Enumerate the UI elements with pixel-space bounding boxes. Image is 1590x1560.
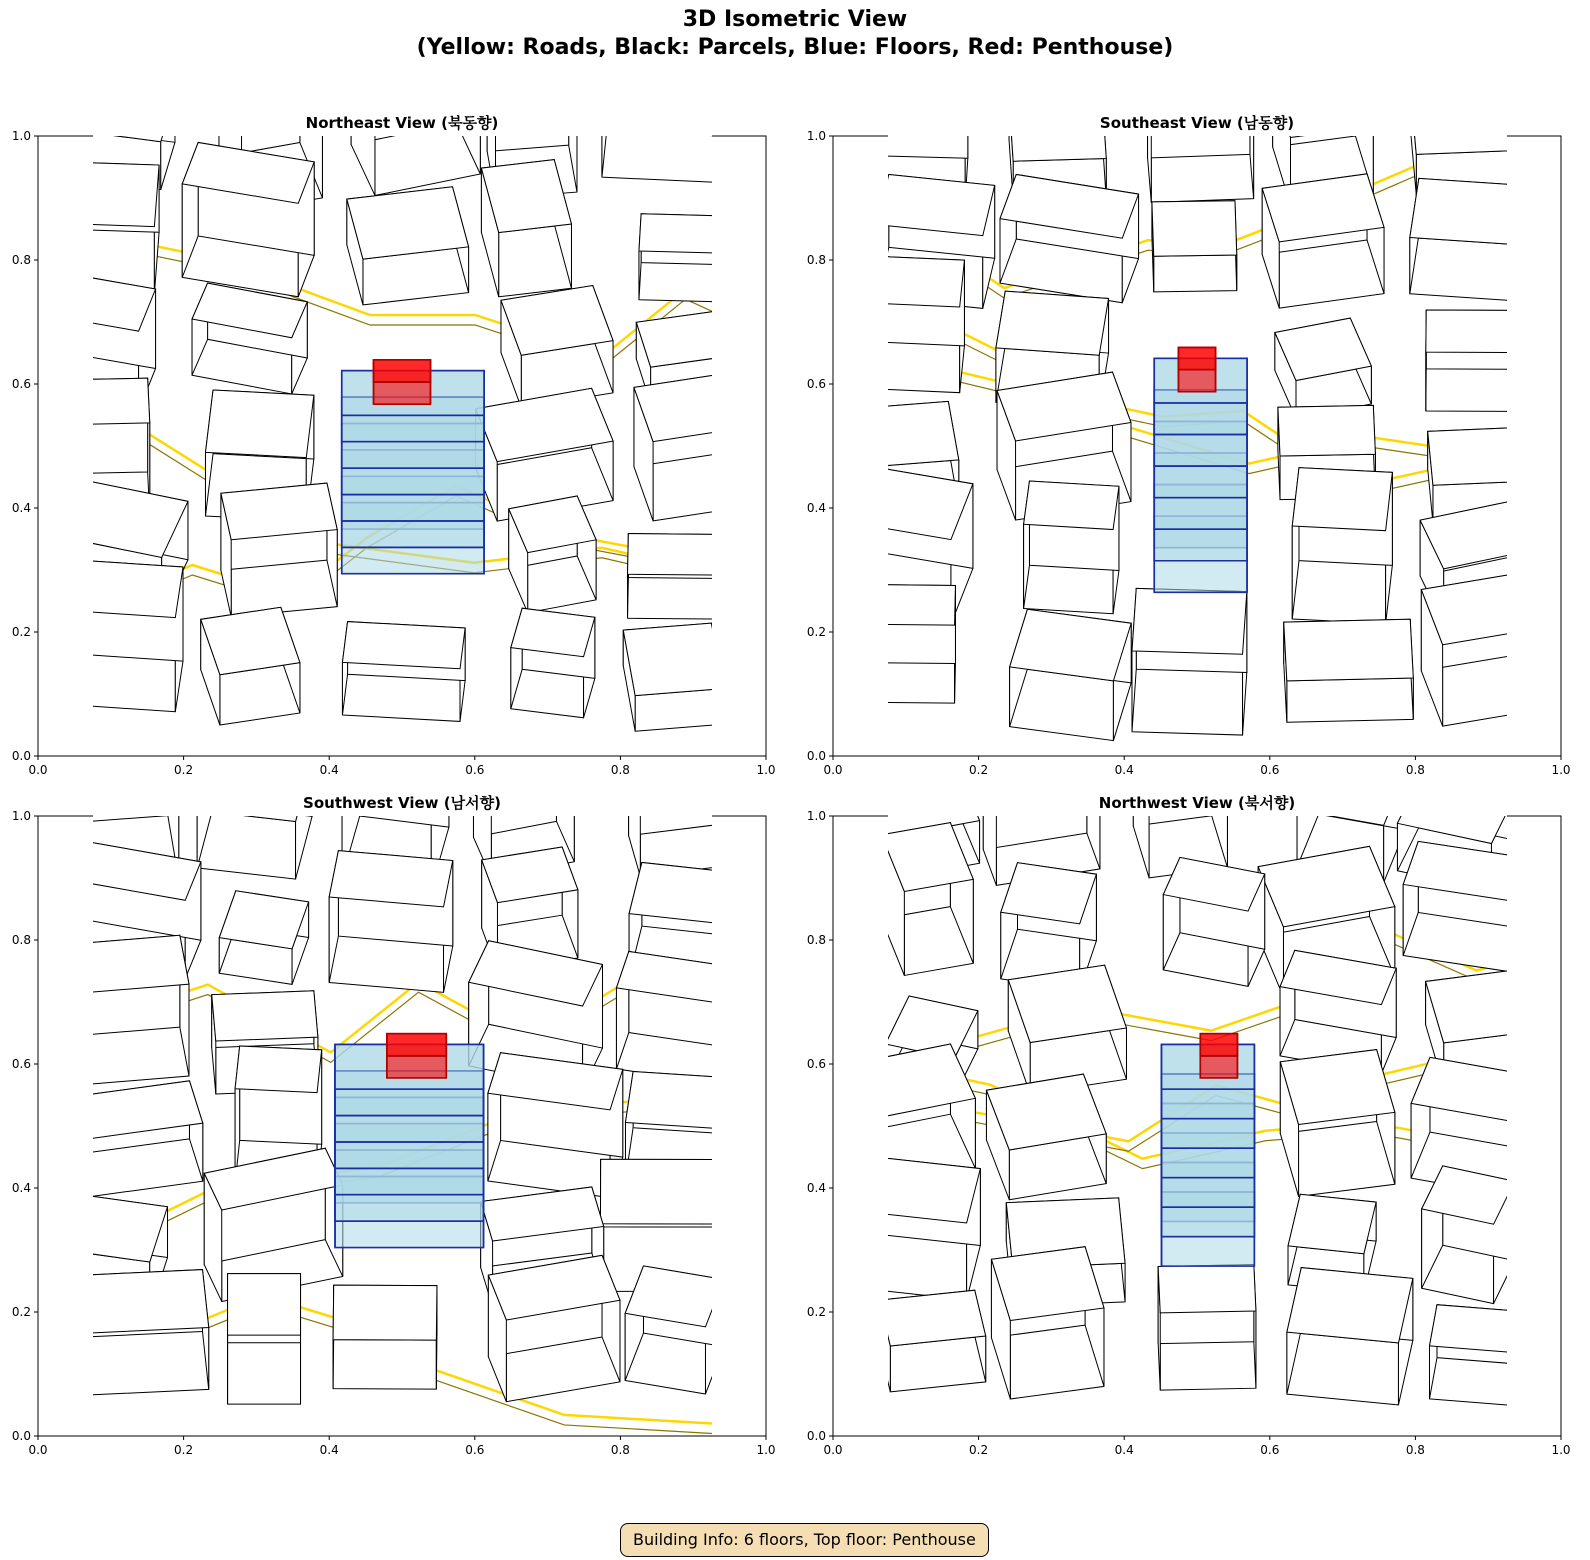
- penthouse-box: [1178, 347, 1215, 391]
- parcel-building: [625, 1266, 724, 1394]
- x-tick-label: 0.8: [1405, 763, 1425, 777]
- parcel-building: [1010, 609, 1132, 740]
- parcel-building: [848, 1156, 981, 1300]
- y-tick-label: 0.4: [806, 501, 826, 515]
- parcel-building: [1287, 1268, 1413, 1405]
- chart-svg: [795, 100, 1590, 880]
- parcel-building: [1410, 178, 1526, 300]
- x-tick-label: 1.0: [756, 763, 776, 777]
- y-tick-label: 0.2: [806, 625, 826, 639]
- parcel-building: [881, 823, 973, 976]
- x-tick-label: 1.0: [1551, 763, 1571, 777]
- parcel-building: [986, 1074, 1106, 1200]
- figure-title: 3D Isometric View: [682, 7, 908, 32]
- parcel-building: [1163, 857, 1264, 986]
- parcel-building: [629, 780, 748, 877]
- x-tick-label: 0.8: [1405, 1443, 1425, 1457]
- chart-svg: [0, 780, 795, 1560]
- parcel-building: [879, 1290, 985, 1392]
- parcel-building: [182, 142, 314, 296]
- panel-southeast: [795, 100, 1590, 880]
- scene: [51, 100, 795, 731]
- x-tick-label: 0.6: [465, 1443, 485, 1457]
- chart-svg: [0, 100, 795, 880]
- parcel-building: [1132, 588, 1247, 735]
- parcel-building: [219, 891, 308, 985]
- parcel-building: [1292, 468, 1392, 624]
- parcel-building: [329, 851, 453, 993]
- parcel-building: [197, 780, 312, 879]
- parcel-building: [221, 483, 337, 617]
- parcel-building: [192, 283, 307, 394]
- parcel-building: [1275, 318, 1371, 418]
- y-tick-label: 1.0: [11, 809, 31, 823]
- building-info-box: Building Info: 6 floors, Top floor: Penthouse: [620, 1523, 989, 1557]
- parcel-building: [347, 187, 469, 305]
- parcel-building: [201, 607, 300, 725]
- x-tick-label: 0.2: [969, 763, 989, 777]
- parcel-building: [488, 1255, 620, 1401]
- parcel-building: [1152, 201, 1237, 292]
- x-tick-label: 0.0: [823, 1443, 843, 1457]
- x-tick-label: 0.0: [28, 763, 48, 777]
- y-tick-label: 0.8: [806, 253, 826, 267]
- scene: [858, 100, 1590, 741]
- y-tick-label: 0.6: [11, 1057, 31, 1071]
- parcel-building: [634, 373, 748, 521]
- y-tick-label: 0.2: [11, 1305, 31, 1319]
- parcel-building: [1008, 965, 1126, 1094]
- scene: [835, 780, 1590, 1408]
- y-tick-label: 0.0: [11, 1429, 31, 1443]
- target-building: [1154, 347, 1247, 592]
- parcel-building: [333, 1285, 437, 1389]
- parcel-building: [1284, 619, 1414, 722]
- parcel-building: [602, 100, 735, 183]
- y-tick-label: 1.0: [806, 809, 826, 823]
- x-tick-label: 0.2: [174, 1443, 194, 1457]
- penthouse: [1178, 347, 1215, 391]
- parcel-building: [1262, 174, 1384, 308]
- panel-southwest: [0, 780, 795, 1560]
- scene: [65, 780, 795, 1434]
- parcel-building: [228, 1274, 301, 1405]
- y-tick-label: 0.2: [806, 1305, 826, 1319]
- x-tick-label: 0.4: [319, 763, 339, 777]
- parcel-building: [1422, 1166, 1515, 1304]
- x-tick-label: 1.0: [756, 1443, 776, 1457]
- parcel-building: [58, 162, 159, 294]
- parcel-building: [1426, 310, 1534, 411]
- x-tick-label: 0.6: [1260, 763, 1280, 777]
- penthouse: [1200, 1034, 1237, 1078]
- parcel-building: [1403, 841, 1539, 973]
- parcel-building: [509, 496, 596, 613]
- y-tick-label: 0.8: [806, 933, 826, 947]
- parcel-building: [1429, 1305, 1547, 1408]
- parcel-building: [511, 608, 595, 718]
- parcel-building: [1158, 1265, 1256, 1390]
- panel-title: Southeast View (남동향): [1099, 114, 1295, 132]
- parcel-building: [481, 160, 571, 297]
- x-tick-label: 1.0: [1551, 1443, 1571, 1457]
- panel-title: Northwest View (북서향): [1098, 794, 1296, 812]
- panel-northwest: [795, 780, 1590, 1560]
- parcel-building: [342, 622, 465, 722]
- y-tick-label: 1.0: [11, 129, 31, 143]
- y-tick-label: 0.8: [11, 933, 31, 947]
- x-tick-label: 0.0: [28, 1443, 48, 1457]
- parcel-building: [623, 623, 723, 731]
- y-tick-label: 0.4: [806, 1181, 826, 1195]
- parcel-building: [1421, 571, 1552, 726]
- target-building: [1162, 1034, 1255, 1266]
- parcel-building: [858, 585, 956, 704]
- panel-title: Southwest View (남서향): [303, 794, 501, 812]
- y-tick-label: 0.4: [11, 501, 31, 515]
- x-tick-label: 0.4: [319, 1443, 339, 1457]
- y-tick-label: 0.0: [806, 1429, 826, 1443]
- penthouse-box: [387, 1034, 446, 1078]
- penthouse: [387, 1034, 446, 1078]
- x-tick-label: 0.4: [1114, 1443, 1134, 1457]
- penthouse-box: [1200, 1034, 1237, 1078]
- parcel-building: [1000, 174, 1139, 302]
- parcel-building: [639, 214, 740, 302]
- target-building: [342, 360, 484, 574]
- parcel-building: [1280, 1050, 1395, 1197]
- penthouse: [374, 360, 431, 404]
- target-building: [335, 1034, 484, 1248]
- parcel-building: [51, 559, 183, 712]
- x-tick-label: 0.2: [174, 763, 194, 777]
- y-tick-label: 1.0: [806, 129, 826, 143]
- y-tick-label: 0.6: [11, 377, 31, 391]
- parcel-building: [77, 1270, 209, 1396]
- y-tick-label: 0.0: [806, 749, 826, 763]
- x-tick-label: 0.8: [610, 763, 630, 777]
- chart-svg: [795, 780, 1590, 1560]
- parcel-building: [991, 1247, 1104, 1399]
- y-tick-label: 0.6: [806, 1057, 826, 1071]
- y-tick-label: 0.8: [11, 253, 31, 267]
- x-tick-label: 0.6: [1260, 1443, 1280, 1457]
- parcel-building: [1024, 481, 1119, 614]
- y-tick-label: 0.2: [11, 625, 31, 639]
- figure-subtitle: (Yellow: Roads, Black: Parcels, Blue: Floors, Red: Penthouse): [416, 35, 1174, 60]
- x-tick-label: 0.8: [610, 1443, 630, 1457]
- parcel-building: [65, 1081, 203, 1198]
- parcel-building: [476, 388, 613, 521]
- y-tick-label: 0.6: [806, 377, 826, 391]
- x-tick-label: 0.0: [823, 763, 843, 777]
- parcel-building: [501, 286, 613, 408]
- panel-northeast: [0, 100, 795, 880]
- parcel-building: [616, 951, 753, 1087]
- y-tick-label: 0.0: [11, 749, 31, 763]
- x-tick-label: 0.4: [1114, 763, 1134, 777]
- parcel-building: [628, 534, 738, 620]
- x-tick-label: 0.2: [969, 1443, 989, 1457]
- y-tick-label: 0.4: [11, 1181, 31, 1195]
- parcel-building: [65, 935, 189, 1085]
- x-tick-label: 0.6: [465, 763, 485, 777]
- panel-title: Northeast View (북동향): [305, 114, 499, 132]
- parcel-building: [860, 256, 964, 393]
- penthouse-box: [374, 360, 431, 404]
